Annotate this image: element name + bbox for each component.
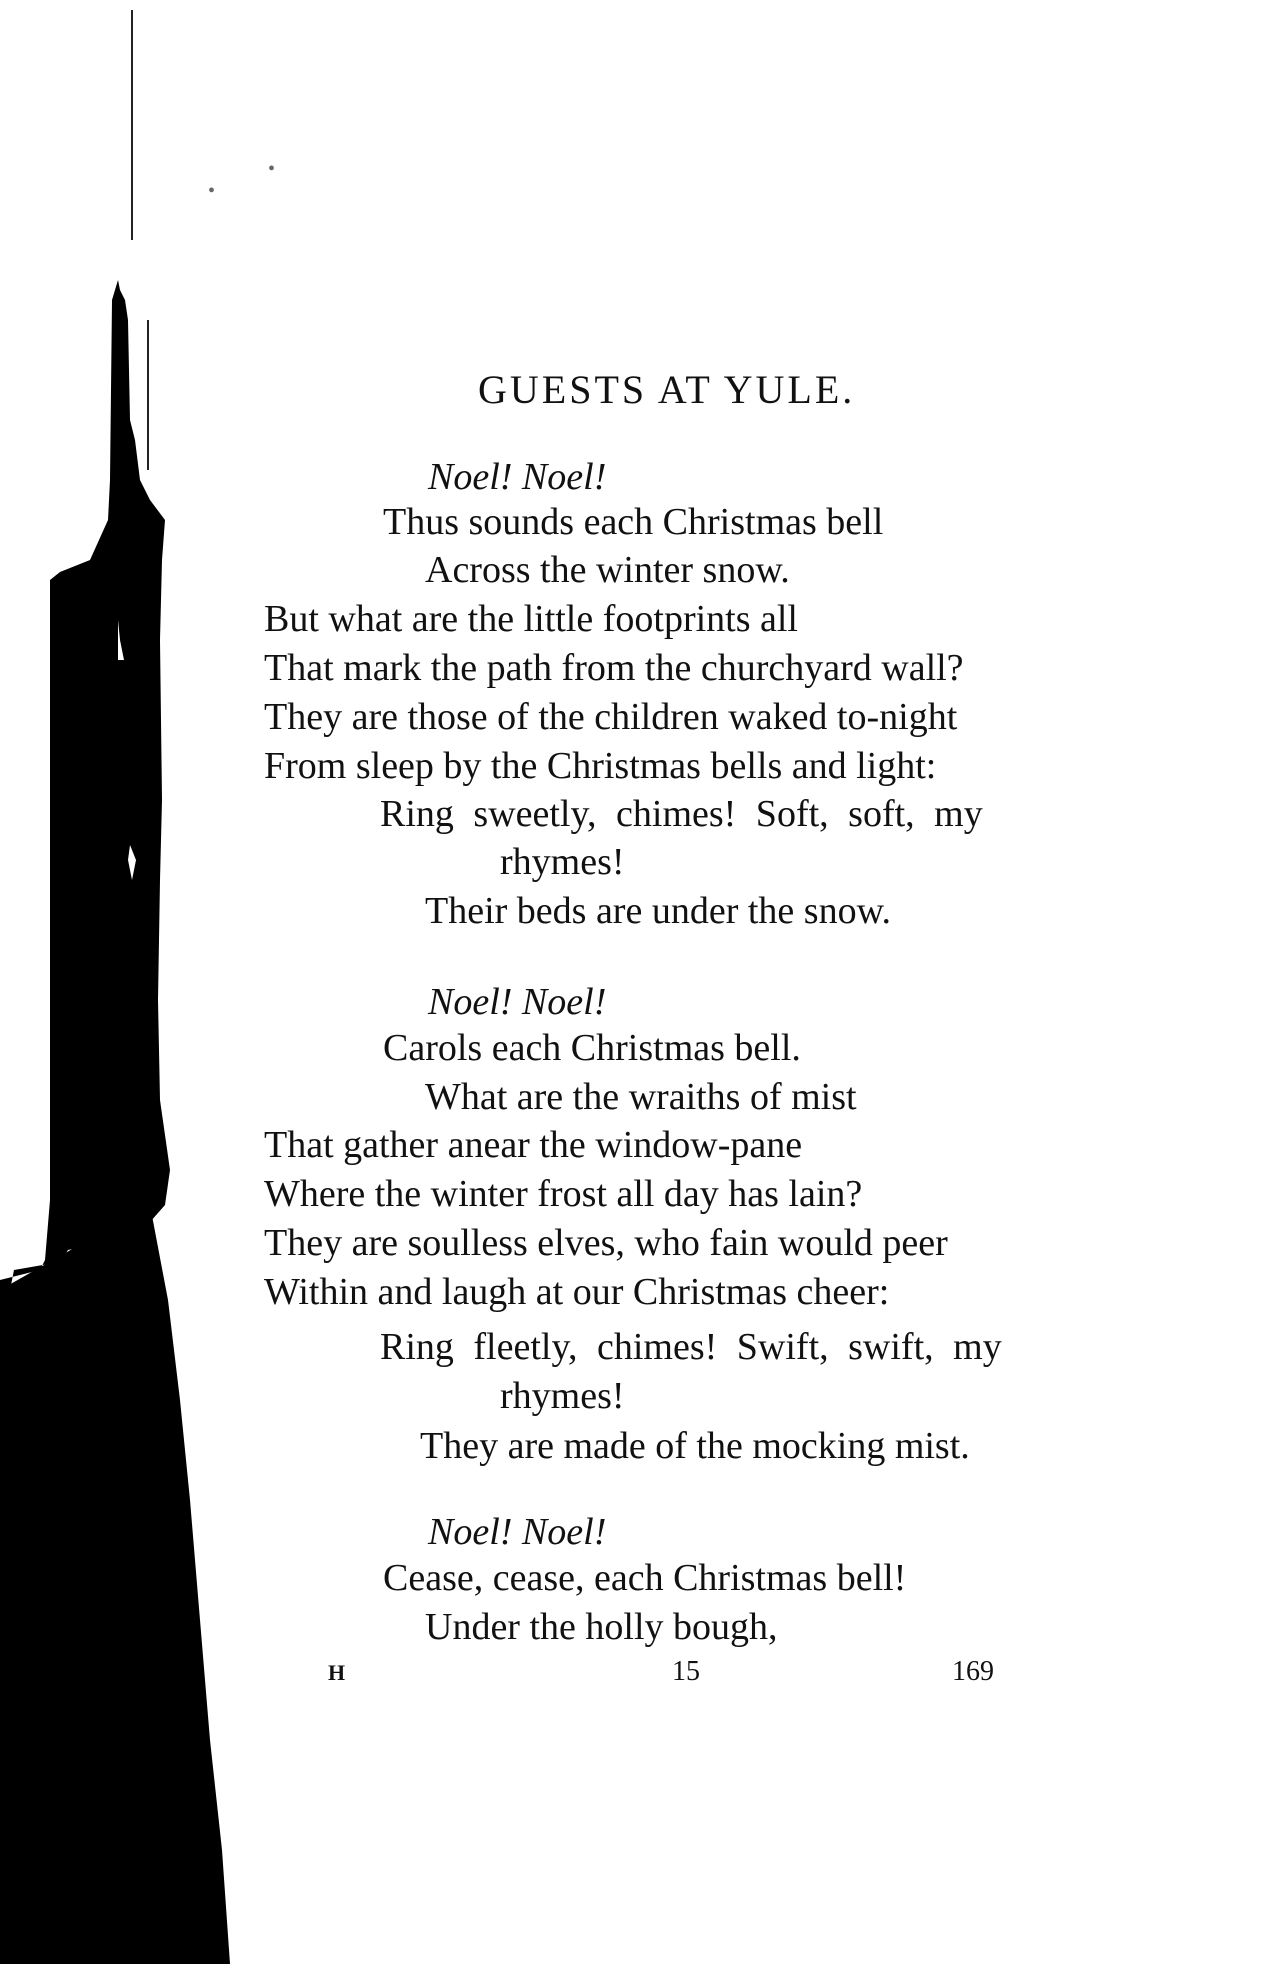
verse-line: rhymes! xyxy=(500,841,625,883)
verse-line: They are soulless elves, who fain would peer xyxy=(264,1222,948,1264)
signature-letter: H xyxy=(328,1660,346,1685)
verse-line: That gather anear the window-pane xyxy=(264,1124,803,1166)
page-title: GUESTS AT YULE. xyxy=(478,367,856,412)
verse-line: Thus sounds each Christmas bell xyxy=(383,501,884,543)
verse-line: Their beds are under the snow. xyxy=(425,890,892,932)
signature-number: 15 xyxy=(672,1656,700,1687)
verse-line: Cease, cease, each Christmas bell! xyxy=(383,1557,907,1599)
verse-line: Ring fleetly, chimes! Swift, swift, my xyxy=(380,1326,1002,1368)
verse-line: Across the winter snow. xyxy=(425,549,790,591)
refrain-line: Noel! Noel! xyxy=(428,981,607,1023)
verse-line: Where the winter frost all day has lain? xyxy=(264,1173,863,1215)
refrain-line: Noel! Noel! xyxy=(428,1511,607,1553)
refrain-line: Noel! Noel! xyxy=(428,456,607,498)
verse-line: Carols each Christmas bell. xyxy=(383,1027,801,1069)
verse-line: They are made of the mocking mist. xyxy=(420,1425,970,1467)
verse-line: But what are the little footprints all xyxy=(264,598,798,640)
verse-line: They are those of the children waked to-night xyxy=(264,696,958,738)
verse-line: Ring sweetly, chimes! Soft, soft, my xyxy=(380,793,983,835)
stray-mark: • xyxy=(268,158,276,180)
verse-line: Within and laugh at our Christmas cheer: xyxy=(264,1271,890,1313)
stray-mark: • xyxy=(208,180,216,202)
verse-line: From sleep by the Christmas bells and light: xyxy=(264,745,937,787)
page-number: 169 xyxy=(952,1656,994,1687)
verse-line: What are the wraiths of mist xyxy=(425,1076,857,1118)
page-edge-line xyxy=(147,320,149,470)
verse-line: That mark the path from the churchyard wall? xyxy=(264,647,964,689)
verse-line: Under the holly bough, xyxy=(425,1606,778,1648)
page-edge-line xyxy=(131,10,133,240)
verse-line: rhymes! xyxy=(500,1375,625,1417)
